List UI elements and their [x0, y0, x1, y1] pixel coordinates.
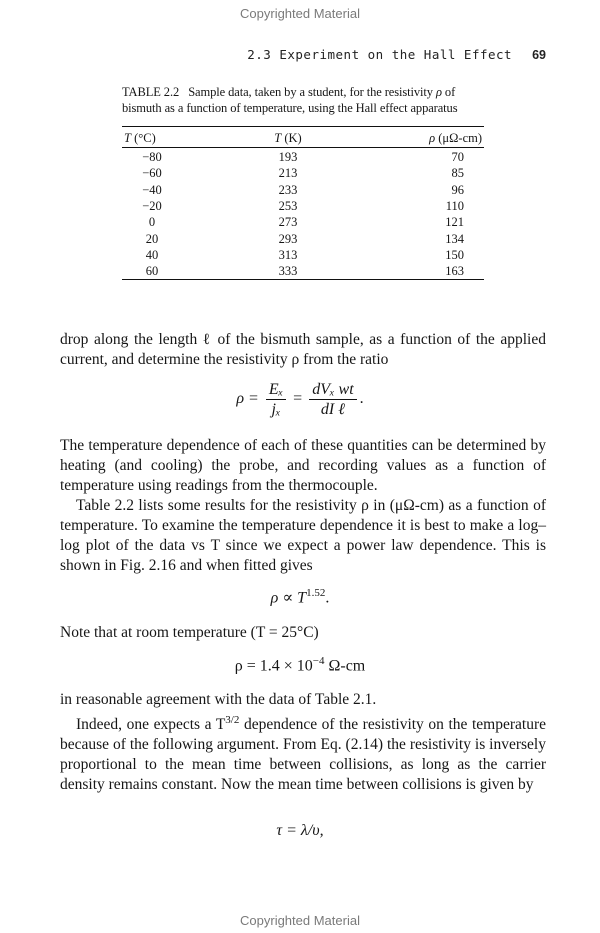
col-header-kelvin: T (K) [182, 127, 394, 148]
cell-celsius: 0 [148, 215, 156, 230]
cell-kelvin: 193 [278, 150, 298, 165]
eq2-base: ρ ∝ T [270, 589, 307, 607]
paragraph-temperature-dependence [60, 436, 546, 496]
col-header-resistivity: ρ (μΩ-cm) [394, 127, 484, 148]
cell-kelvin: 213 [278, 166, 298, 181]
cell-celsius: −40 [142, 182, 162, 197]
cell-resistivity: 163 [445, 264, 464, 279]
cell-kelvin: 333 [278, 264, 298, 279]
eq3-exponent: −4 [312, 655, 325, 667]
eq1-f1-denominator: jₓ [271, 401, 281, 418]
cell-celsius: −20 [142, 199, 162, 214]
equation-room-temp-value [0, 655, 600, 675]
equation-mean-time [0, 822, 600, 840]
p6-exponent: 3/2 [225, 714, 240, 726]
cell-celsius: −80 [142, 150, 162, 165]
table-row [122, 214, 484, 230]
table-header-row [122, 127, 484, 148]
equation-resistivity-ratio [0, 380, 600, 419]
paragraph-indeed [60, 710, 546, 795]
eq1-fraction-field [266, 380, 286, 419]
table-caption [122, 84, 492, 116]
paragraph-drop-along [60, 330, 546, 370]
paragraph-text: Table 2.2 lists some results for the resistivity ρ in (μΩ-cm) as a function of temperature. To examine the temperature dependence it is best to make a log–log plot of the data vs T since we expect a power law dependence. This is shown in Fig. 2.16 and when fitted gives [60, 497, 546, 574]
eq1-f2-numerator: dVₓ wt [309, 380, 356, 400]
eq3-unit: Ω-cm [324, 657, 366, 675]
table-row [122, 263, 484, 280]
table-row [122, 165, 484, 181]
table-row [122, 198, 484, 214]
paragraph-agreement [60, 690, 546, 710]
cell-celsius: 20 [145, 231, 159, 246]
eq3-base: ρ = 1.4 × 10 [234, 657, 313, 675]
cell-celsius: 40 [145, 247, 159, 262]
cell-resistivity: 85 [451, 166, 464, 181]
cell-resistivity: 134 [445, 231, 464, 246]
eq2-period: . [325, 589, 330, 607]
copyright-watermark-top: Copyrighted Material [240, 6, 360, 21]
paragraph-table-results [60, 496, 546, 576]
page-number: 69 [532, 48, 546, 62]
section-title: 2.3 Experiment on the Hall Effect [247, 47, 513, 62]
eq1-lhs: ρ = [236, 390, 259, 408]
eq1-period: . [359, 390, 364, 408]
paragraph-text: The temperature dependence of each of these quantities can be determined by heating (and cooling) the probe, and recording values as a function of temperature using readings from the thermocouple. [60, 437, 546, 494]
cell-celsius: −60 [142, 166, 162, 181]
caption-text-1: Sample data, taken by a student, for the resistivity [188, 85, 433, 99]
caption-text-2: of bismuth as a function of temperature, using the Hall effect apparatus [122, 85, 458, 115]
eq1-f1-numerator: Eₓ [266, 380, 286, 400]
table-row [122, 247, 484, 263]
eq1-f2-denominator: dI ℓ [320, 401, 345, 418]
col-header-celsius: T (°C) [122, 127, 182, 148]
running-head [0, 47, 546, 62]
resistivity-table [122, 126, 484, 280]
eq2-exponent: 1.52 [306, 587, 326, 599]
eq4-text: τ = λ/υ, [276, 822, 324, 839]
cell-kelvin: 253 [278, 199, 298, 214]
paragraph-text: Indeed, one expects a $T^{3/2}$ dependence of the resistivity on the temperature because of the following argument. From Eq. (2.14) the resistivity is inversely proportional to the mean time between collisions, as long as the carrier density remains constant. Now the mean time between collisions is given by [60, 714, 546, 794]
cell-resistivity: 121 [445, 215, 464, 230]
cell-kelvin: 233 [278, 182, 298, 197]
table-row [122, 148, 484, 166]
cell-kelvin: 273 [278, 215, 298, 230]
eq1-fraction-voltage [309, 380, 356, 419]
paragraph-text: Note that at room temperature (T = 25°C) [60, 624, 319, 641]
equation-power-law [0, 587, 600, 607]
cell-resistivity: 110 [445, 199, 464, 214]
caption-symbol: ρ [435, 85, 442, 99]
cell-celsius: 60 [145, 264, 159, 279]
eq1-equals: = [293, 390, 303, 408]
cell-kelvin: 313 [278, 247, 298, 262]
paragraph-text: in reasonable agreement with the data of Table 2.1. [60, 691, 377, 708]
paragraph-room-temperature [60, 623, 546, 643]
cell-resistivity: 96 [451, 182, 464, 197]
cell-kelvin: 293 [278, 231, 298, 246]
copyright-watermark-bottom: Copyrighted Material [240, 913, 360, 928]
cell-resistivity: 150 [445, 247, 464, 262]
table-label: TABLE 2.2 [122, 85, 180, 99]
cell-resistivity: 70 [451, 150, 464, 165]
table-row [122, 230, 484, 246]
paragraph-text: drop along the length ℓ of the bismuth sample, as a function of the applied current, and determine the resistivity ρ from the ratio [60, 331, 546, 368]
table-row [122, 182, 484, 198]
